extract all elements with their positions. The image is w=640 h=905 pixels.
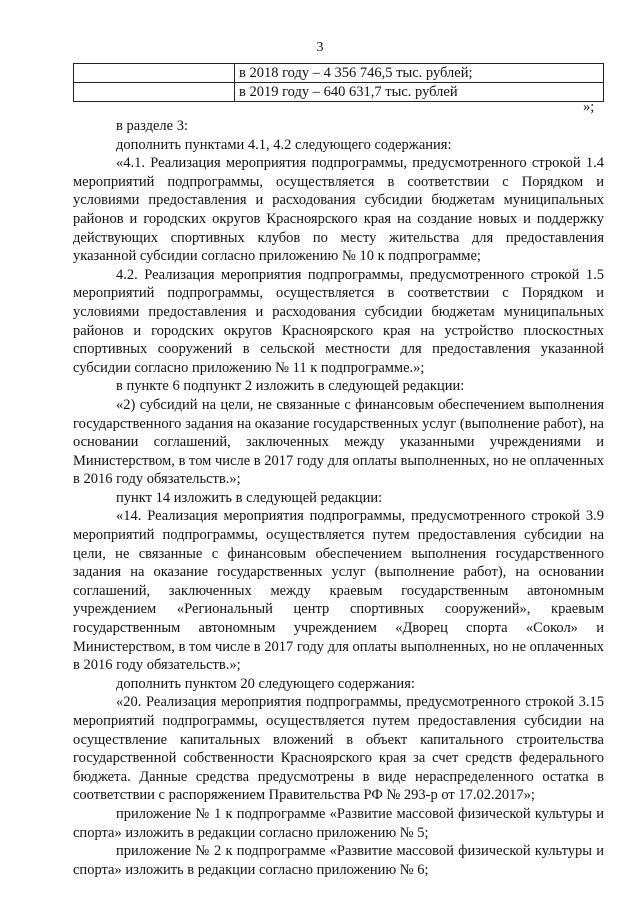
page-number: 3 xyxy=(316,40,324,55)
funding-table xyxy=(73,63,604,102)
paragraph-4-2: 4.2. Реализация мероприятия подпрограммы, предусмотренного строкой 1.5 мероприятий подпрограммы, осуществляется в соответствии с Порядком и условиями предоставления и расходования субсидии бюджетам муниципальных районов и городских округов Красноярского края на устройство плоскостных спортивных сооружений в сельской местности для предоставления указанной субсидии согласно приложению № 11 к подпрограмме.»; xyxy=(73,266,604,376)
document-body xyxy=(73,117,604,879)
paragraph-point-6: в пункте 6 подпункт 2 изложить в следующей редакции: xyxy=(116,378,465,395)
paragraph-14: «14. Реализация мероприятия подпрограммы, предусмотренного строкой 3.9 мероприятий подпрограммы, осуществляется путем предоставления субсидии на цели, не связанные с финансовым обеспечением выполнения государственного задания на оказание государственных услуг (выполнение работ), на основании соглашений, заключенных между краевым государственным автономным учреждением «Региональный центр спортивных сооружений», краевым государственным автономным учреждением «Дворец спорта «Сокол» и Министерством, в том числе в 2017 году для оплаты выполненных, но не оплаченных в 2016 году обязательств.»; xyxy=(73,508,604,674)
closing-quote: »; xyxy=(583,99,595,115)
paragraph-20: «20. Реализация мероприятия подпрограммы, предусмотренного строкой 3.15 мероприятий подпрограммы, осуществляется путем предоставления субсидии на осуществление капитальных вложений в объект капитального строительства государственной собственности Красноярского края за счет средств федерального бюджета. Данные средства предусмотрены в виде нераспределенного остатка в соответствии с распоряжением Правительства РФ № 293-р от 17.02.2017»; xyxy=(73,694,604,804)
paragraph-appendix-2: приложение № 2 к подпрограмме «Развитие массовой физической культуры и спорта» изложить в редакции согласно приложению № 6; xyxy=(73,843,604,878)
paragraph-point-14: пункт 14 изложить в следующей редакции: xyxy=(116,489,383,506)
paragraph-add-4-1-4-2: дополнить пунктами 4.1, 4.2 следующего содержания: xyxy=(116,136,452,153)
table-row xyxy=(74,64,604,83)
paragraph-subsidies: «2) субсидий на цели, не связанные с финансовым обеспечением выполнения государственного задания на оказание государственных услуг (выполнение работ), на основании соглашений, заключенных между указанными учреждениями и Министерством, в том числе в 2017 году для оплаты выполненных, но не оплаченных в 2016 году обязательств.»; xyxy=(73,396,604,488)
table-cell-2019: в 2019 году – 640 631,7 тыс. рублей xyxy=(235,83,604,102)
paragraph-section-3: в разделе 3: xyxy=(116,118,189,134)
paragraph-add-20: дополнить пунктом 20 следующего содержания: xyxy=(116,675,415,692)
paragraph-appendix-1: приложение № 1 к подпрограмме «Развитие массовой физической культуры и спорта» изложить в редакции согласно приложению № 5; xyxy=(73,805,604,841)
table-cell-2018: в 2018 году – 4 356 746,5 тыс. рублей; xyxy=(235,64,604,83)
table-cell-empty xyxy=(74,64,235,83)
table-row xyxy=(74,83,604,102)
paragraph-4-1: «4.1. Реализация мероприятия подпрограммы, предусмотренного строкой 1.4 мероприятий подпрограммы, осуществляется в соответствии с Порядком и условиями предоставления и расходования субсидии бюджетам муниципальных районов и городских округов Красноярского края на создание новых и поддержку действующих спортивных клубов по месту жительства для предоставления указанной субсидии согласно приложению № 10 к подпрограмме; xyxy=(73,155,604,265)
table-cell-empty xyxy=(74,83,235,102)
